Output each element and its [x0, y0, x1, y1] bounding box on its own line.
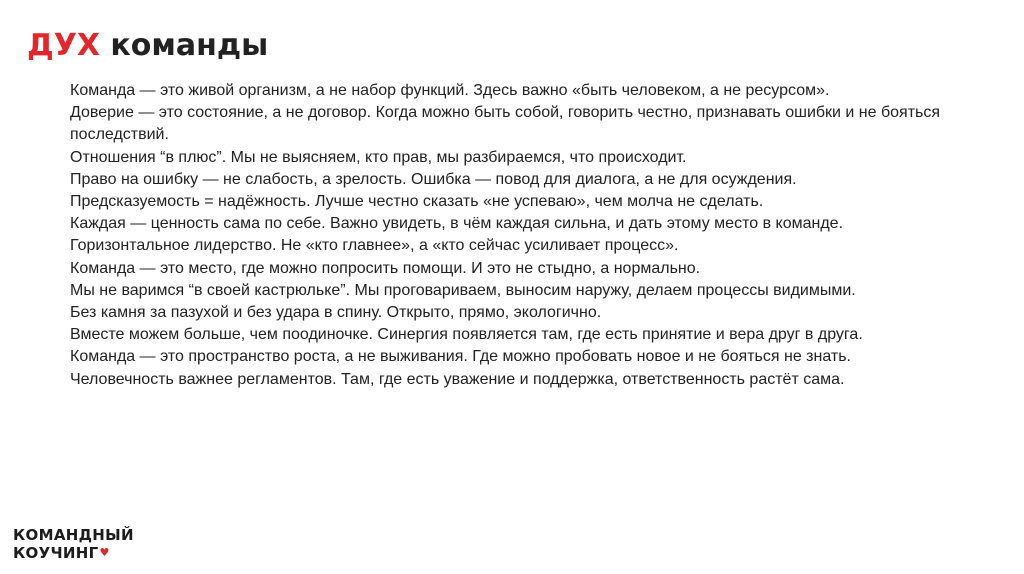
title-rest: команды — [99, 28, 269, 63]
logo-line-1: КОМАНДНЫЙ — [13, 526, 134, 544]
text-body — [70, 80, 950, 391]
paragraph: Доверие — это состояние, а не договор. Когда можно быть собой, говорить честно, признавать ошибки и не бояться последствий. — [70, 104, 941, 144]
logo-line-2: КОУЧИНГ — [13, 544, 99, 562]
paragraph: Команда — это пространство роста, а не выживания. Где можно пробовать новое и не бояться не знать. — [70, 348, 851, 366]
paragraph: Предсказуемость = надёжность. Лучше честно сказать «не успеваю», чем молча не сделать. — [70, 193, 764, 211]
paragraph: Горизонтальное лидерство. Не «кто главнее», а «кто сейчас усиливает процесс». — [70, 237, 679, 255]
heart-icon: ♥ — [99, 546, 110, 559]
paragraph: Команда — это живой организм, а не набор функций. Здесь важно «быть человеком, а не ресурсом». — [70, 82, 830, 99]
paragraph: Вместе можем больше, чем поодиночке. Синергия появляется там, где есть принятие и вера друг в друга. — [70, 326, 863, 344]
brand-logo — [13, 527, 134, 562]
paragraph: Без камня за пазухой и без удара в спину. Открыто, прямо, экологично. — [70, 304, 602, 322]
paragraph: Каждая — ценность сама по себе. Важно увидеть, в чём каждая сильна, и дать этому место в команде. — [70, 215, 844, 233]
title-accent: ДУХ — [27, 28, 100, 63]
paragraph: Право на ошибку — не слабость, а зрелость. Ошибка — повод для диалога, а не для осуждения. — [70, 170, 797, 188]
page-title — [27, 26, 268, 66]
paragraph: Команда — это место, где можно попросить помощи. И это не стыдно, а нормально. — [70, 259, 701, 277]
paragraph: Человечность важнее регламентов. Там, где есть уважение и поддержка, ответственность растёт сама. — [70, 370, 845, 388]
paragraph: Отношения “в плюс”. Мы не выясняем, кто прав, мы разбираемся, что происходит. — [70, 148, 687, 166]
logo-line-2-wrap — [13, 544, 134, 562]
paragraph: Мы не варимся “в своей кастрюльке”. Мы проговариваем, выносим наружу, делаем процессы видимыми. — [70, 281, 856, 299]
